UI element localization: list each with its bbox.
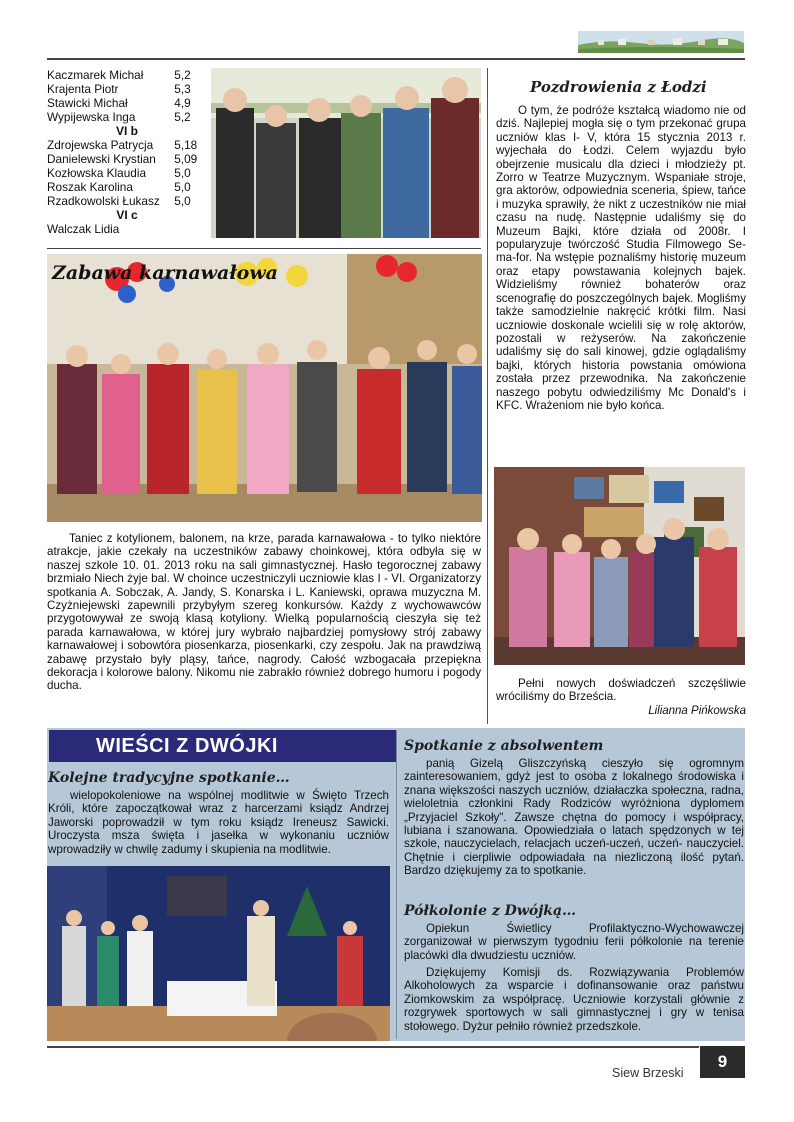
- class-label-vib: VI b: [115, 124, 138, 138]
- score-row: [47, 166, 209, 180]
- student-score: 5,0: [174, 194, 191, 208]
- student-score: 5,0: [174, 166, 191, 180]
- scores-list: [47, 68, 209, 236]
- carnival-photo: [47, 254, 482, 522]
- students-group-photo: [211, 68, 481, 238]
- lodz-title: Pozdrowienia z Łodzi: [530, 78, 707, 96]
- student-score: 5,18: [174, 138, 198, 152]
- student-name: Krajenta Piotr: [47, 82, 119, 96]
- student-score: 5,3: [174, 82, 191, 96]
- student-name: Wypijewska Inga: [47, 110, 136, 124]
- lodz-body: O tym, że podróże kształcą wiadomo nie od dziś. Najlepiej mogła się o tym przekonać grupa uczniów klas I- V, która 15 stycznia 2013 r. wyjechała do Łodzi. Celem wyjazdu było obejrzenie musicalu dla dzieci i młodzieży pt. Zorro w Teatrze Muzycznym. Wspaniałe stroje, gra aktorów, odpowiednia sceneria, śpiew, tańce i muzyka sprawiły, że nikt z uczestników nie miał czasu na nudę. Następnie udaliśmy się do Muzeum Bajki, które działa od 2008r. I popularyzuje twórczość Studia Filmowego Se-ma-for. Na wstępie poznaliśmy historię muzeum oraz etapy powstawania kolejnych bajek. Widzieliśmy również bohaterów oraz scenografię do poszczególnych bajek. Mogliśmy także samodzielnie nakręcić krótki film. Nasi uczniowie doskonale wcielili się w rolę aktorów, pozostali w reżyserów. Na zakończenie udaliśmy się do sali kinowej, gdzie oglądaliśmy bajki, których historia powstania omówiona została przez przewodnika. Na zakończenie naszego pobytu odwiedziliśmy Mc Donald's i KFC. Wrażeniom nie było końca.: [496, 104, 746, 412]
- student-name: Kozłowska Klaudia: [47, 166, 147, 180]
- student-score: 5,2: [174, 68, 191, 82]
- page-number: 9: [717, 1052, 728, 1071]
- student-name: Kaczmarek Michał: [47, 68, 144, 82]
- student-name: Roszak Karolina: [47, 180, 133, 194]
- tradition-body: wielopokoleniowe na wspólnej modlitwie w Święto Trzech Króli, które zapoczątkował wraz z harcerzami ksiądz Andrzej Jaworski poprowadził w tym roku ksiądz Ireneusz Sawicki. Uroczysta msza święta i jasełka w wykonaniu uczniów wprowadziły w chwilę zadumy i skupienia na modlitwie.: [48, 789, 389, 856]
- lodz-closing: Pełni nowych doświadczeń szczęśliwie wróciliśmy do Brześcia.: [496, 677, 746, 704]
- camp-body-1: Opiekun Świetlicy Profilaktyczno-Wychowawczej zorganizował w pierwszym tygodniu ferii półkolonie na terenie placówki dla dwudziestu uczniów.: [404, 922, 744, 962]
- header-rule: [47, 58, 745, 60]
- epiphany-mass-photo: [47, 866, 390, 1041]
- scores-bottom-rule: [47, 248, 481, 249]
- student-score: 5,0: [174, 180, 191, 194]
- museum-photo: [494, 467, 745, 665]
- tradition-title: Kolejne tradycyjne spotkanie…: [48, 770, 290, 786]
- student-score: 5,2: [174, 110, 191, 124]
- student-name: Rzadkowolski Łukasz: [47, 194, 160, 208]
- score-row: [47, 222, 209, 236]
- student-name: Danielewski Krystian: [47, 152, 156, 166]
- student-score: 5,09: [174, 152, 198, 166]
- student-score: [174, 222, 209, 236]
- camp-body-2: Dziękujemy Komisji ds. Rozwiązywania Problemów Alkoholowych za wsparcie i dofinansowanie oraz państwu Ziomkowskim za współpracę. Uczniowie korzystali głównie z rozgrywek sportowych w sali gimnastycznej i gry w tenisa stołowego. Dyżur pełniło również przedszkole.: [404, 966, 744, 1033]
- graduate-title: Spotkanie z absolwentem: [404, 738, 604, 754]
- score-row: [47, 180, 209, 194]
- village-landscape-icon: [578, 31, 744, 53]
- score-row: [47, 96, 209, 110]
- student-name: Walczak Lidia: [47, 222, 120, 236]
- camp-title: Półkolonie z Dwójką…: [404, 903, 577, 919]
- score-row: [47, 194, 209, 208]
- carnival-title: Zabawa karnawałowa: [52, 262, 278, 284]
- score-row: [47, 68, 209, 82]
- score-row: [47, 82, 209, 96]
- graduate-body: panią Gizelą Gliszczyńską cieszyło się ogromnym zainteresowaniem, gdyż jest to osoba z lokalnego środowiska i znana większości naszych uczniów, działaczka społeczna, radna, wieloletnia członkini Rady Rodziców wyróżniona dyplomem „Przyjaciel Szkoły". Zawsze chętna do pomocy i współpracy, lubiana i szanowana. Opowiedziała o latach spędzonych w tej szkole, nauczycielach, relacjach uczeń-uczeń, uczeń- nauczyciel. Chętnie i cierpliwie odpowiadała na niezliczoną ilość pytań. Bardzo dziękujemy za to spotkanie.: [404, 757, 744, 878]
- class-label-vic: VI c: [116, 208, 138, 222]
- student-name: Stawicki Michał: [47, 96, 128, 110]
- carnival-body: Taniec z kotylionem, balonem, na krze, parada karnawałowa - to tylko niektóre atrakcje, jakie czekały na uczestników zabawy choinkowej, która odbyła się w naszej szkole 10. 01. 2013 roku na sali gimnastycznej. Hasło tegorocznej zabawy brzmiało Niech żyje bal. W choince uczestniczyli uczniowie klas I - VI. Organizatorzy spotkania A. Sobczak, A. Jandy, S. Konarska i L. Kaniewski, oprawa muzyczna M. Czyżniejewski zapewnili przybyłym szereg konkursów. Każdy z wychowawców przygotowywał ze swoją klasą kotyliony. Wielką popularnością cieszyła się też parada karnawałowa, w której jury wybrało najbardziej pomysłowy strój zabawy karnawałowej i sobowtóra piosenkarza, piosenkarki, czy zespołu. Jak na prawdziwą zabawę przystało były pląsy, tańce, nagrody. Całość wzbogacała przepiękna dekoracja i kolorowe balony. Nikomu nie zabrakło również dobrego humoru i pogody ducha.: [47, 532, 481, 693]
- news-banner-title: WIEŚCI Z DWÓJKI: [96, 735, 278, 757]
- footer-rule: [47, 1046, 699, 1048]
- score-row: [47, 152, 209, 166]
- score-row: [47, 138, 209, 152]
- student-name: Zdrojewska Patrycja: [47, 138, 154, 152]
- publication-name: Siew Brzeski: [612, 1066, 684, 1080]
- column-divider: [487, 68, 488, 724]
- lodz-author: Lilianna Pińkowska: [648, 705, 746, 717]
- news-column-divider: [396, 730, 397, 1039]
- student-score: 4,9: [174, 96, 191, 110]
- score-row: [47, 110, 209, 124]
